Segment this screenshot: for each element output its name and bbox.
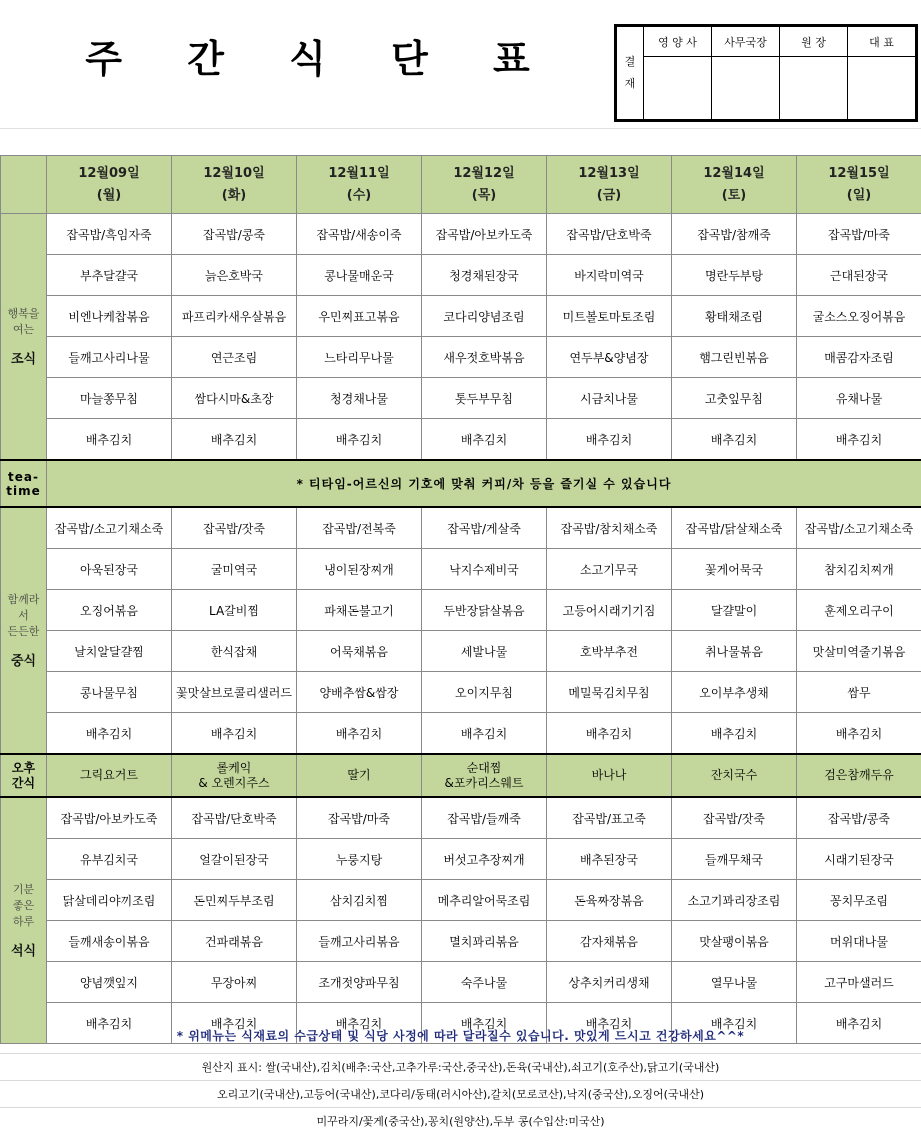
menu-cell: 잡곡밥/닭살채소죽 [672,507,797,549]
menu-cell: 잡곡밥/잣죽 [672,797,797,839]
lunch-meal-label [1,507,47,754]
signature-box[interactable] [780,57,848,120]
menu-cell: 배추김치 [547,1003,672,1044]
menu-cell: 낙지수제비국 [422,549,547,590]
menu-cell: 무장아찌 [172,962,297,1003]
menu-cell: 황태채조림 [672,296,797,337]
menu-cell: 누룽지탕 [297,839,422,880]
snack-cell: 순대찜 &포카리스웨트 [422,754,547,797]
menu-cell: 굴미역국 [172,549,297,590]
approval-box [614,24,918,122]
signature-box[interactable] [644,57,712,120]
menu-cell: 소고기무국 [547,549,672,590]
menu-cell: 유채나물 [797,378,921,419]
snack-cell: 바나나 [547,754,672,797]
menu-cell: 어묵채볶음 [297,631,422,672]
menu-cell: 잡곡밥/콩죽 [797,797,921,839]
menu-cell: 잡곡밥/참치채소죽 [547,507,672,549]
menu-cell: 배추김치 [172,1003,297,1044]
menu-cell: 새우젓호박볶음 [422,337,547,378]
menu-cell: 배추김치 [422,419,547,461]
day-date: 12월15일 [828,165,890,181]
snack-label: 오후 간식 [1,754,47,797]
day-of-week: (수) [346,187,372,203]
menu-cell: 세발나물 [422,631,547,672]
menu-cell: 한식잡채 [172,631,297,672]
menu-cell: 숙주나물 [422,962,547,1003]
day-of-week: (금) [596,187,622,203]
origin-line: 원산지 표시: 쌀(국내산),김치(배추:국산,고추가루:국산,중국산),돈육(국내산),쇠고기(호주산),닭고기(국내산) [0,1053,921,1080]
menu-cell: 배추김치 [422,713,547,755]
menu-cell: 머위대나물 [797,921,921,962]
menu-cell: 잡곡밥/소고기채소죽 [47,507,172,549]
approval-header-nutritionist: 영 양 사 [644,27,712,57]
menu-cell: 잡곡밥/새송이죽 [297,214,422,255]
menu-cell: 배추김치 [797,419,921,461]
menu-cell: 느타리무나물 [297,337,422,378]
menu-cell: 배추김치 [422,1003,547,1044]
menu-cell: 고춧잎무침 [672,378,797,419]
snack-cell: 그릭요거트 [47,754,172,797]
day-of-week: (월) [96,187,122,203]
menu-cell: 잡곡밥/소고기채소죽 [797,507,921,549]
breakfast-title: 조식 [10,351,37,367]
grid-line [0,128,921,129]
menu-cell: 맛살미역줄기볶음 [797,631,921,672]
menu-cell: 삼치김치찜 [297,880,422,921]
snack-cell: 검은참깨두유 [797,754,921,797]
menu-cell: 잡곡밥/마죽 [797,214,921,255]
menu-cell: 잡곡밥/흑임자죽 [47,214,172,255]
menu-cell: 멸치꽈리볶음 [422,921,547,962]
menu-cell: 오이지무침 [422,672,547,713]
menu-cell: 잡곡밥/콩죽 [172,214,297,255]
menu-cell: 배추김치 [547,419,672,461]
menu-cell: 코다리양념조림 [422,296,547,337]
menu-cell: 연근조림 [172,337,297,378]
menu-cell: 배추김치 [797,1003,921,1044]
day-of-week: (일) [846,187,872,203]
day-header [422,156,547,214]
menu-cell: 상추치커리생채 [547,962,672,1003]
day-header [547,156,672,214]
menu-cell: 양배추쌈&쌈장 [297,672,422,713]
day-date: 12월11일 [328,165,390,181]
menu-cell: 배추김치 [47,1003,172,1044]
menu-cell: 아욱된장국 [47,549,172,590]
menu-cell: 쌈다시마&초장 [172,378,297,419]
menu-cell: 부추달걀국 [47,255,172,296]
weekly-menu-table [0,155,921,1044]
day-date: 12월14일 [703,165,765,181]
snack-cell: 딸기 [297,754,422,797]
menu-cell: 날치알달걀찜 [47,631,172,672]
menu-cell: 조개젓양파무침 [297,962,422,1003]
menu-cell: 배추김치 [672,419,797,461]
menu-cell: 배추김치 [297,713,422,755]
dinner-slogan: 기분 좋은 하루 [12,882,35,928]
menu-cell: 배추김치 [47,713,172,755]
menu-cell: 들깨고사리나물 [47,337,172,378]
menu-cell: 배추김치 [172,713,297,755]
menu-cell: 잡곡밥/전복죽 [297,507,422,549]
corner-cell [1,156,47,214]
menu-cell: 파채돈불고기 [297,590,422,631]
menu-cell: 닭살데리야끼조림 [47,880,172,921]
menu-cell: 잡곡밥/단호박죽 [547,214,672,255]
menu-cell: 파프리카새우살볶음 [172,296,297,337]
menu-cell: 시금치나물 [547,378,672,419]
day-header [47,156,172,214]
menu-cell: 돈육짜장볶음 [547,880,672,921]
menu-cell: 열무나물 [672,962,797,1003]
menu-cell: 들깨무채국 [672,839,797,880]
day-header [797,156,921,214]
menu-cell: 취나물볶음 [672,631,797,672]
menu-cell: 마늘쫑무침 [47,378,172,419]
menu-cell: 햄그린빈볶음 [672,337,797,378]
menu-notice: * 위메뉴는 식재료의 수급상태 및 식당 사정에 따라 달라질수 있습니다. 맛있게 드시고 건강하세요^^* [176,1029,745,1043]
menu-cell: 유부김치국 [47,839,172,880]
menu-cell: 버섯고추장찌개 [422,839,547,880]
approval-header-ceo: 대 표 [848,27,916,57]
menu-cell: 늙은호박국 [172,255,297,296]
menu-cell: 참치김치찌개 [797,549,921,590]
menu-cell: 돈민찌두부조림 [172,880,297,921]
menu-cell: 잡곡밥/아보카도죽 [422,214,547,255]
menu-cell: 고구마샐러드 [797,962,921,1003]
teatime-notice: * 티타임-어르신의 기호에 맞춰 커피/차 등을 즐기실 수 있습니다 [47,460,921,507]
menu-cell: 잡곡밥/아보카도죽 [47,797,172,839]
menu-cell: 고등어시래기기짐 [547,590,672,631]
menu-cell: 배추김치 [547,713,672,755]
snack-cell: 롤케익 & 오렌지주스 [172,754,297,797]
menu-cell: 배추김치 [672,713,797,755]
day-header [672,156,797,214]
menu-cell: 들깨고사리볶음 [297,921,422,962]
snack-cell: 잔치국수 [672,754,797,797]
menu-cell: 꽃게어묵국 [672,549,797,590]
menu-cell: 배추김치 [672,1003,797,1044]
menu-cell: 배추김치 [297,419,422,461]
dinner-meal-label [1,797,47,1044]
day-of-week: (목) [471,187,497,203]
menu-cell: 청경채나물 [297,378,422,419]
menu-cell: 훈제오리구이 [797,590,921,631]
day-header [172,156,297,214]
menu-cell: 배추김치 [172,419,297,461]
origin-line: 오리고기(국내산),고등어(국내산),코다리/동태(러시아산),갈치(모로코산),낙지(중국산),오징어(국내산) [0,1080,921,1107]
day-of-week: (토) [721,187,747,203]
menu-cell: 오이부추생채 [672,672,797,713]
menu-cell: 잡곡밥/들깨죽 [422,797,547,839]
dinner-title: 석식 [10,943,37,959]
menu-cell: 잡곡밥/참깨죽 [672,214,797,255]
approval-header-director: 원 장 [780,27,848,57]
menu-cell: 잡곡밥/마죽 [297,797,422,839]
breakfast-meal-label [1,214,47,461]
menu-cell: 굴소스오징어볶음 [797,296,921,337]
menu-cell: 배추김치 [297,1003,422,1044]
menu-cell: 미트볼토마토조림 [547,296,672,337]
origin-line: 미꾸라지/꽃게(중국산),꽁치(원양산),두부 콩(수입산:미국산) [0,1107,921,1134]
menu-cell: 메추리알어묵조림 [422,880,547,921]
signature-box[interactable] [848,57,916,120]
menu-cell: 쌈무 [797,672,921,713]
approval-label: 결 재 [617,27,644,120]
approval-header-office-director: 사무국장 [712,27,780,57]
lunch-slogan: 함께라 서 든든한 [7,592,40,638]
menu-cell: 근대된장국 [797,255,921,296]
menu-cell: 잡곡밥/단호박죽 [172,797,297,839]
menu-cell: 냉이된장찌개 [297,549,422,590]
menu-cell: 잡곡밥/잣죽 [172,507,297,549]
day-date: 12월10일 [203,165,265,181]
menu-cell: 달걀말이 [672,590,797,631]
menu-cell: 청경채된장국 [422,255,547,296]
menu-cell: 배추김치 [47,419,172,461]
menu-cell: 바지락미역국 [547,255,672,296]
menu-cell: 배추김치 [797,713,921,755]
menu-cell: 우민찌표고볶음 [297,296,422,337]
menu-cell: 콩나물무침 [47,672,172,713]
menu-cell: 콩나물매운국 [297,255,422,296]
teatime-label: tea- time [1,460,47,507]
day-of-week: (화) [221,187,247,203]
menu-cell: 소고기꽈리장조림 [672,880,797,921]
menu-cell: 명란두부탕 [672,255,797,296]
menu-cell: 시래기된장국 [797,839,921,880]
menu-cell: 잡곡밥/게살죽 [422,507,547,549]
menu-cell: LA갈비찜 [172,590,297,631]
menu-cell: 비엔나케찹볶음 [47,296,172,337]
page-title: 주 간 식 단 표 [85,37,556,81]
menu-cell: 메밀묵김치무침 [547,672,672,713]
menu-cell: 꽁치무조림 [797,880,921,921]
menu-cell: 감자채볶음 [547,921,672,962]
menu-cell: 양념깻잎지 [47,962,172,1003]
menu-cell: 건파래볶음 [172,921,297,962]
day-date: 12월09일 [78,165,140,181]
day-date: 12월13일 [578,165,640,181]
menu-cell: 꽃맛살브로콜리샐러드 [172,672,297,713]
menu-cell: 톳두부무침 [422,378,547,419]
menu-cell: 얼갈이된장국 [172,839,297,880]
breakfast-slogan: 행복을 여는 [7,306,40,336]
menu-cell: 배추된장국 [547,839,672,880]
lunch-title: 중식 [10,653,37,669]
menu-cell: 맛살팽이볶음 [672,921,797,962]
menu-cell: 호박부추전 [547,631,672,672]
menu-cell: 오징어볶음 [47,590,172,631]
menu-cell: 매콤감자조림 [797,337,921,378]
menu-cell: 들깨새송이볶음 [47,921,172,962]
signature-box[interactable] [712,57,780,120]
menu-cell: 잡곡밥/표고죽 [547,797,672,839]
day-date: 12월12일 [453,165,515,181]
menu-cell: 두반장닭살볶음 [422,590,547,631]
menu-cell: 연두부&양념장 [547,337,672,378]
day-header [297,156,422,214]
